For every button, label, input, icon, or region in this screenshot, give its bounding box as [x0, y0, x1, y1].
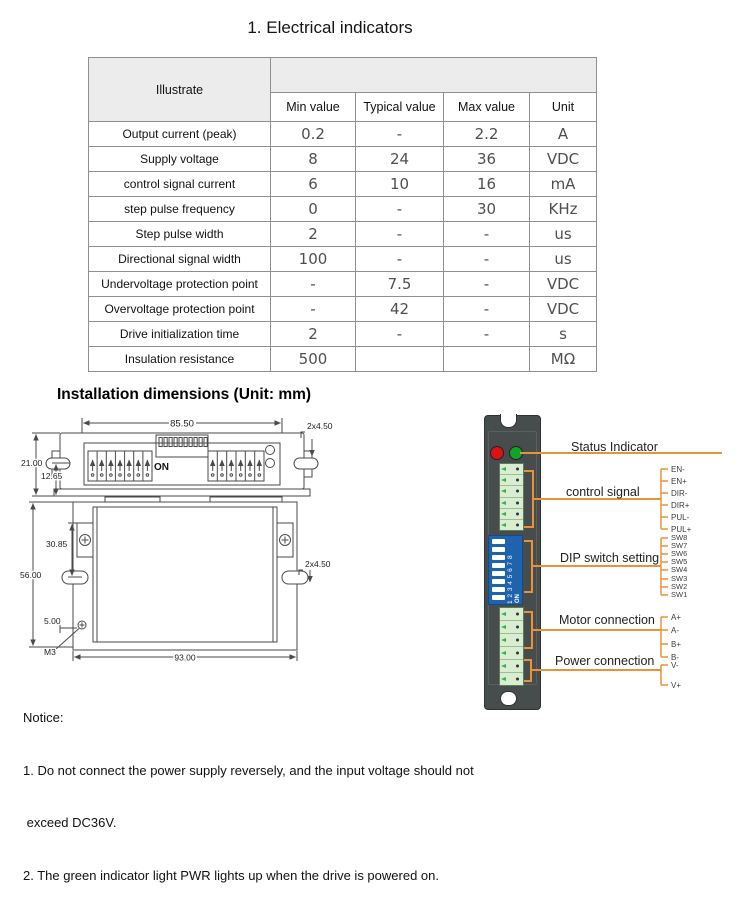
row-label: Insulation resistance — [89, 347, 271, 372]
row-label: Undervoltage protection point — [89, 272, 271, 297]
row-typ: - — [356, 322, 444, 347]
row-unit: VDC — [530, 272, 597, 297]
red-led-indicator — [490, 446, 504, 460]
row-min: 0 — [271, 197, 356, 222]
dim-slot-mid: 2x4.50 — [305, 559, 331, 569]
row-max: 16 — [444, 172, 530, 197]
pin-label-dir-minus: DIR- — [671, 489, 688, 498]
pin-label-b-plus: B+ — [671, 640, 682, 649]
row-label: control signal current — [89, 172, 271, 197]
pin-label-en-plus: EN+ — [671, 477, 687, 486]
row-typ: - — [356, 122, 444, 147]
power-connection-label: Power connection — [555, 654, 655, 668]
table-row — [89, 247, 597, 272]
dim-width-top: 85.50 — [170, 418, 194, 430]
pin-label-b-minus: B- — [671, 653, 679, 662]
dim-height-front: 56.00 — [20, 570, 42, 580]
row-typ: - — [356, 247, 444, 272]
dim-height-total-top: 21.00 — [21, 458, 43, 468]
installation-section-title: Installation dimensions (Unit: mm) — [57, 386, 312, 403]
terminal-cell — [500, 519, 523, 530]
pin-label-dir-plus: DIR+ — [671, 501, 690, 510]
row-min: 0.2 — [271, 122, 356, 147]
dip-switch-setting-label: DIP switch setting — [560, 551, 660, 565]
top-view-on-label: ON — [154, 462, 169, 473]
table-row — [89, 172, 597, 197]
dim-m3-label: M3 — [44, 647, 56, 657]
row-typ: 24 — [356, 147, 444, 172]
row-label: step pulse frequency — [89, 197, 271, 222]
row-typ: - — [356, 197, 444, 222]
table-row — [89, 347, 597, 372]
notice-line: exceed DC36V. — [23, 815, 117, 830]
table-row — [89, 147, 597, 172]
dip-bracket — [524, 538, 668, 595]
pin-label-v-minus: V- — [671, 661, 679, 670]
terminal-cell — [500, 659, 523, 672]
row-unit: A — [530, 122, 597, 147]
notice-heading: Notice: — [23, 710, 64, 725]
row-min: 500 — [271, 347, 356, 372]
row-typ: 7.5 — [356, 272, 444, 297]
table-row — [89, 122, 597, 147]
row-unit: VDC — [530, 297, 597, 322]
table-row — [89, 222, 597, 247]
top-view-drawing — [21, 418, 333, 496]
row-label: Drive initialization time — [89, 322, 271, 347]
installation-dimension-drawing — [20, 405, 350, 675]
row-unit: s — [530, 322, 597, 347]
row-label: Step pulse width — [89, 222, 271, 247]
electrical-spec-table — [88, 57, 597, 372]
row-unit: VDC — [530, 147, 597, 172]
terminal-cell — [500, 464, 523, 474]
pin-label-v-plus: V+ — [671, 681, 682, 690]
control-terminal-block — [499, 463, 524, 531]
terminal-cell — [500, 633, 523, 646]
row-unit: mA — [530, 172, 597, 197]
table-row — [89, 272, 597, 297]
terminal-cell — [500, 508, 523, 519]
row-max: - — [444, 297, 530, 322]
green-led-indicator — [509, 446, 523, 460]
pin-label-pul-minus: PUL- — [671, 513, 690, 522]
status-indicator-label: Status Indicator — [571, 440, 658, 454]
row-label: Supply voltage — [89, 147, 271, 172]
bottom-mount-hole — [500, 691, 517, 706]
row-max: 30 — [444, 197, 530, 222]
table-row — [89, 197, 597, 222]
terminal-cell — [500, 474, 523, 485]
row-unit: us — [530, 222, 597, 247]
pin-label-sw3: SW3 — [671, 574, 688, 583]
dim-m3-offset: 5.00 — [44, 616, 61, 626]
pin-label-sw4: SW4 — [671, 565, 688, 574]
row-typ — [356, 347, 444, 372]
dip-switch-lever — [492, 595, 505, 600]
row-min: - — [271, 272, 356, 297]
row-unit: MΩ — [530, 347, 597, 372]
terminal-cell — [500, 672, 523, 685]
pin-label-pul-plus: PUL+ — [671, 525, 692, 534]
corner-header-cell: Illustrate — [89, 58, 271, 122]
row-unit: KHz — [530, 197, 597, 222]
pin-label-sw1: SW1 — [671, 590, 688, 599]
row-min: 2 — [271, 222, 356, 247]
col-header-typical: Typical value — [356, 93, 444, 122]
row-min: 6 — [271, 172, 356, 197]
row-max: 36 — [444, 147, 530, 172]
row-max: - — [444, 272, 530, 297]
notice-block — [23, 674, 474, 919]
pin-label-sw7: SW7 — [671, 541, 688, 550]
control-bracket — [524, 469, 668, 529]
row-max: - — [444, 222, 530, 247]
dim-slot-top: 2x4.50 — [307, 421, 333, 431]
dip-switch-lever — [492, 571, 505, 576]
pin-label-sw8: SW8 — [671, 533, 688, 542]
pin-label-sw2: SW2 — [671, 582, 688, 591]
col-header-min: Min value — [271, 93, 356, 122]
pin-label-a-minus: A- — [671, 626, 679, 635]
front-view-drawing — [20, 497, 331, 663]
dip-switch-lever — [492, 539, 505, 544]
row-min: 100 — [271, 247, 356, 272]
row-typ: - — [356, 222, 444, 247]
col-header-max: Max value — [444, 93, 530, 122]
control-signal-label: control signal — [566, 485, 640, 499]
row-min: 8 — [271, 147, 356, 172]
terminal-cell — [500, 485, 523, 496]
row-min: 2 — [271, 322, 356, 347]
dip-switch-lever — [492, 555, 505, 560]
row-max: 2.2 — [444, 122, 530, 147]
notice-line: 1. Do not connect the power supply reversely, and the input voltage should not — [23, 762, 474, 778]
merged-empty-header-cell — [271, 58, 597, 93]
dip-switch-lever — [492, 579, 505, 584]
pin-label-sw5: SW5 — [671, 557, 688, 566]
row-typ: 42 — [356, 297, 444, 322]
dip-switch-lever — [492, 547, 505, 552]
row-label: Overvoltage protection point — [89, 297, 271, 322]
motor-connection-label: Motor connection — [559, 613, 655, 627]
table-header-row-1 — [89, 58, 597, 93]
dim-screw-offset: 30.85 — [46, 539, 68, 549]
row-max: - — [444, 322, 530, 347]
dip-switch-lever — [492, 563, 505, 568]
row-max: - — [444, 247, 530, 272]
row-min: - — [271, 297, 356, 322]
dip-switch-lever — [492, 587, 505, 592]
pin-label-sw6: SW6 — [671, 549, 688, 558]
row-unit: us — [530, 247, 597, 272]
row-max — [444, 347, 530, 372]
table-row — [89, 322, 597, 347]
dip-switch-numbers: 1 2 3 4 5 6 7 8 — [507, 554, 514, 604]
pin-label-a-plus: A+ — [671, 613, 682, 622]
dim-height-slot-top: 12.65 — [41, 471, 63, 481]
dim-width-bottom: 93.00 — [174, 652, 196, 663]
motor-power-terminal-block — [499, 607, 524, 686]
terminal-cell — [500, 608, 523, 620]
row-label: Output current (peak) — [89, 122, 271, 147]
pin-label-en-minus: EN- — [671, 465, 685, 474]
row-typ: 10 — [356, 172, 444, 197]
row-label: Directional signal width — [89, 247, 271, 272]
col-header-unit: Unit — [530, 93, 597, 122]
notice-line: 2. The green indicator light PWR lights up when the drive is powered on. — [23, 867, 439, 883]
terminal-cell — [500, 646, 523, 659]
dip-on-label: ON — [515, 594, 521, 603]
page-title: 1. Electrical indicators — [247, 18, 413, 37]
table-row — [89, 297, 597, 322]
terminal-cell — [500, 497, 523, 508]
terminal-cell — [500, 620, 523, 633]
